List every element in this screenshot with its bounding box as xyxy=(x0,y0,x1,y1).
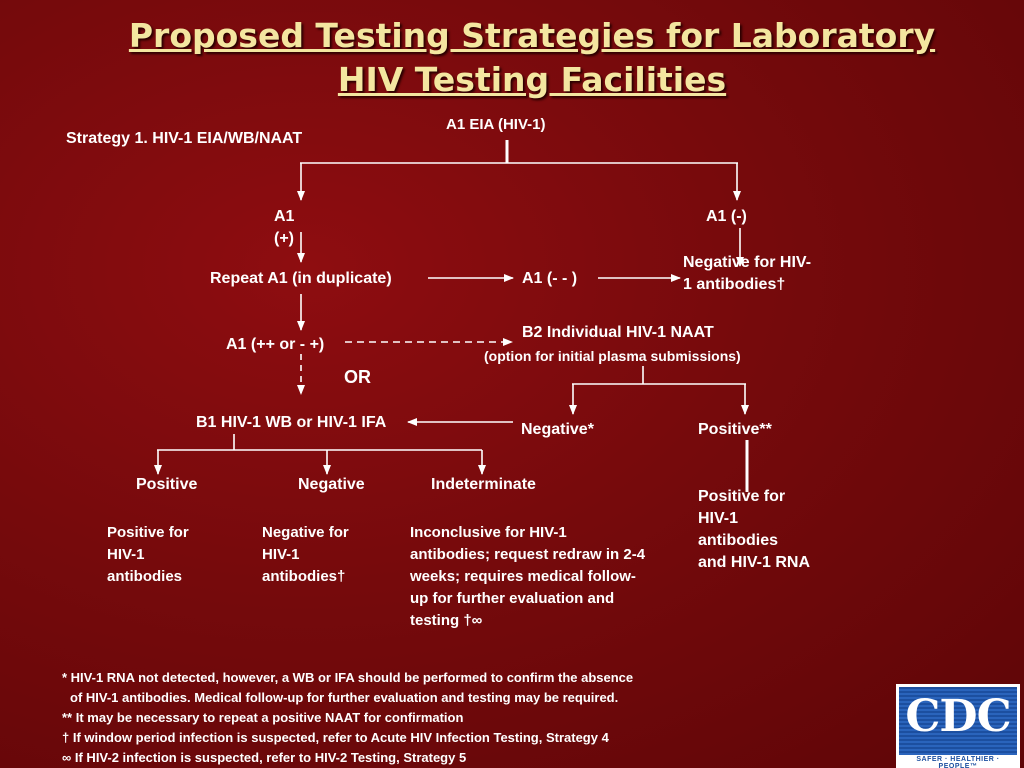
footnote-1a: * HIV-1 RNA not detected, however, a WB or IFA should be performed to confirm the absence xyxy=(62,670,634,685)
cdc-logo-tagline: SAFER · HEALTHIER · PEOPLE™ xyxy=(916,756,1000,768)
cdc-logo xyxy=(896,684,1020,768)
node-b1-wb-ifa: B1 HIV-1 WB or HIV-1 IFA xyxy=(196,414,387,431)
node-wb-indeterminate: Indeterminate xyxy=(431,476,536,493)
node-a1-neg-neg: A1 (- - ) xyxy=(522,270,578,287)
title-line-2: HIV Testing Facilities xyxy=(337,60,727,99)
node-a1-eia: A1 EIA (HIV-1) xyxy=(446,116,546,133)
title-line-1: Proposed Testing Strategies for Laboratory xyxy=(128,16,936,55)
node-b2-naat: B2 Individual HIV-1 NAAT xyxy=(522,324,714,341)
cdc-logo-text: CDC xyxy=(905,691,1011,742)
footnote-4: ∞ If HIV-2 infection is suspected, refer to HIV-2 Testing, Strategy 5 xyxy=(62,750,467,765)
footnotes xyxy=(62,668,633,768)
node-naat-negative: Negative* xyxy=(521,421,594,438)
node-a1-pp-or-mp: A1 (++ or - +) xyxy=(226,336,325,353)
cdc-logo-mark xyxy=(899,687,1017,755)
node-b2-note: (option for initial plasma submissions) xyxy=(484,348,741,364)
footnote-3: † If window period infection is suspected, refer to Acute HIV Infection Testing, Strategy 4 xyxy=(62,730,609,745)
node-a1-negative: A1 (-) xyxy=(706,208,747,225)
node-wb-negative: Negative xyxy=(298,476,365,493)
node-repeat-a1: Repeat A1 (in duplicate) xyxy=(210,270,392,287)
node-negative-hiv1-antibodies: Negative for HIV-1 antibodies† xyxy=(262,524,349,585)
node-positive-antibodies-rna: Positive for HIV-1 antibodies and HIV-1 RNA xyxy=(698,488,811,571)
node-inconclusive: Inconclusive for HIV-1 antibodies; request redraw in 2-4 weeks; requires medical follow-up for further evaluation and testing †∞ xyxy=(410,524,646,629)
node-positive-hiv1-antibodies: Positive for HIV-1 antibodies xyxy=(107,524,189,585)
node-or: OR xyxy=(344,367,371,387)
node-negative-hiv1-antibodies-top: Negative for HIV-1 antibodies† xyxy=(683,254,812,293)
node-naat-positive: Positive** xyxy=(698,421,772,438)
footnote-1b: of HIV-1 antibodies. Medical follow-up for further evaluation and testing may be required. xyxy=(70,690,619,705)
strategy-label: Strategy 1. HIV-1 EIA/WB/NAAT xyxy=(66,130,303,147)
footnote-2: ** It may be necessary to repeat a positive NAAT for confirmation xyxy=(62,710,464,725)
node-wb-positive: Positive xyxy=(136,476,198,493)
node-a1-positive: A1 (+) xyxy=(274,208,295,247)
